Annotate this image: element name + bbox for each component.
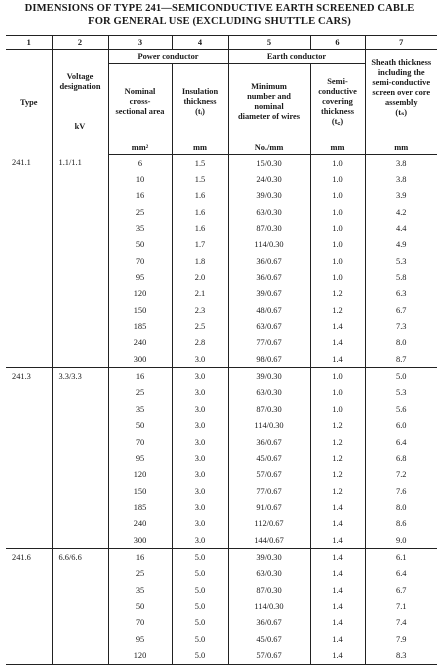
- cell-wires: 63/0.30: [228, 204, 310, 220]
- cell-insulation: 3.0: [172, 450, 228, 466]
- cell-semi: 1.0: [310, 204, 365, 220]
- cell-voltage: [52, 598, 108, 614]
- table-row: [6, 401, 437, 417]
- cell-sheath: 3.8: [365, 155, 437, 172]
- cell-voltage: [52, 220, 108, 236]
- col-number-3: 3: [108, 36, 172, 50]
- cell-voltage: [52, 286, 108, 302]
- cell-voltage: 1.1/1.1: [52, 155, 108, 172]
- cell-insulation: 5.0: [172, 566, 228, 582]
- cell-area: 300: [108, 351, 172, 368]
- cell-sheath: 8.6: [365, 516, 437, 532]
- unit-sheath: mm: [365, 140, 437, 155]
- cell-voltage: [52, 450, 108, 466]
- table-row: [6, 302, 437, 318]
- cell-insulation: 2.1: [172, 286, 228, 302]
- cell-semi: 1.4: [310, 631, 365, 647]
- cell-area: 240: [108, 516, 172, 532]
- cell-voltage: [52, 171, 108, 187]
- cell-type: [6, 385, 52, 401]
- cell-insulation: 5.0: [172, 582, 228, 598]
- cell-type: [6, 516, 52, 532]
- header-earth-conductor: Earth conductor: [228, 50, 365, 64]
- cell-sheath: 8.0: [365, 499, 437, 515]
- cell-insulation: 2.5: [172, 318, 228, 334]
- cell-insulation: 3.0: [172, 401, 228, 417]
- cell-type: [6, 467, 52, 483]
- table-row: [6, 385, 437, 401]
- table-row: [6, 566, 437, 582]
- cell-type: [6, 499, 52, 515]
- cell-area: 16: [108, 549, 172, 566]
- cell-semi: 1.4: [310, 566, 365, 582]
- cell-voltage: [52, 631, 108, 647]
- cell-semi: 1.0: [310, 368, 365, 385]
- table-row: [6, 615, 437, 631]
- cell-area: 240: [108, 335, 172, 351]
- cell-wires: 144/0.67: [228, 532, 310, 549]
- cell-sheath: 3.8: [365, 171, 437, 187]
- cell-type: [6, 237, 52, 253]
- table-row: [6, 467, 437, 483]
- cell-wires: 63/0.67: [228, 318, 310, 334]
- table-row: [6, 499, 437, 515]
- cell-type: [6, 615, 52, 631]
- col-number-6: 6: [310, 36, 365, 50]
- col-number-2: 2: [52, 36, 108, 50]
- cell-voltage: [52, 401, 108, 417]
- cell-insulation: 3.0: [172, 499, 228, 515]
- cell-voltage: [52, 237, 108, 253]
- cell-semi: 1.0: [310, 269, 365, 285]
- cell-voltage: 6.6/6.6: [52, 549, 108, 566]
- table-row: [6, 220, 437, 236]
- cell-wires: 91/0.67: [228, 499, 310, 515]
- title-line-2: FOR GENERAL USE (EXCLUDING SHUTTLE CARS): [88, 16, 351, 27]
- cell-type: [6, 483, 52, 499]
- cell-area: 50: [108, 598, 172, 614]
- cell-wires: 48/0.67: [228, 302, 310, 318]
- cell-voltage: [52, 615, 108, 631]
- cell-semi: 1.2: [310, 286, 365, 302]
- cell-area: 35: [108, 401, 172, 417]
- cell-voltage: [52, 483, 108, 499]
- cell-wires: 36/0.67: [228, 434, 310, 450]
- cell-insulation: 5.0: [172, 549, 228, 566]
- cell-sheath: 8.7: [365, 351, 437, 368]
- table-title: [0, 0, 439, 28]
- cell-semi: 1.4: [310, 499, 365, 515]
- cell-insulation: 1.6: [172, 204, 228, 220]
- cell-sheath: 5.6: [365, 401, 437, 417]
- cell-semi: 1.0: [310, 155, 365, 172]
- cell-area: 95: [108, 631, 172, 647]
- cell-sheath: 6.1: [365, 549, 437, 566]
- cell-insulation: 1.5: [172, 155, 228, 172]
- cell-voltage: [52, 253, 108, 269]
- cell-semi: 1.4: [310, 335, 365, 351]
- cell-sheath: 7.3: [365, 318, 437, 334]
- header-nominal-area: Nominal cross- sectional area: [108, 64, 172, 141]
- cell-voltage: [52, 532, 108, 549]
- cell-sheath: 6.4: [365, 566, 437, 582]
- cell-voltage: [52, 335, 108, 351]
- cell-area: 300: [108, 532, 172, 549]
- cell-type: [6, 566, 52, 582]
- cell-wires: 15/0.30: [228, 155, 310, 172]
- table-row: [6, 532, 437, 549]
- cell-semi: 1.4: [310, 647, 365, 664]
- cell-semi: 1.2: [310, 434, 365, 450]
- table-row: [6, 418, 437, 434]
- table-row: [6, 335, 437, 351]
- cell-semi: 1.0: [310, 401, 365, 417]
- table-row: [6, 631, 437, 647]
- cell-sheath: 7.4: [365, 615, 437, 631]
- cell-semi: 1.2: [310, 467, 365, 483]
- cell-type: [6, 188, 52, 204]
- cell-area: 120: [108, 467, 172, 483]
- cell-insulation: 1.8: [172, 253, 228, 269]
- cell-sheath: 6.7: [365, 302, 437, 318]
- cell-wires: 39/0.30: [228, 549, 310, 566]
- cell-semi: 1.2: [310, 450, 365, 466]
- cell-type: 241.3: [6, 368, 52, 385]
- cell-area: 70: [108, 615, 172, 631]
- cell-insulation: 5.0: [172, 598, 228, 614]
- cell-sheath: 5.3: [365, 253, 437, 269]
- header-voltage: Voltage designation kV: [52, 50, 108, 155]
- table-row: [6, 318, 437, 334]
- cell-area: 25: [108, 566, 172, 582]
- table-row: [6, 188, 437, 204]
- cell-area: 25: [108, 204, 172, 220]
- cell-insulation: 1.6: [172, 220, 228, 236]
- cell-area: 70: [108, 253, 172, 269]
- cell-insulation: 3.0: [172, 368, 228, 385]
- cell-wires: 24/0.30: [228, 171, 310, 187]
- cell-sheath: 6.8: [365, 450, 437, 466]
- cell-sheath: 4.9: [365, 237, 437, 253]
- cell-type: [6, 253, 52, 269]
- cell-insulation: 1.6: [172, 188, 228, 204]
- table-row: [6, 549, 437, 566]
- cell-area: 70: [108, 434, 172, 450]
- table-row: [6, 598, 437, 614]
- cell-voltage: [52, 351, 108, 368]
- cell-semi: 1.4: [310, 582, 365, 598]
- cell-sheath: 8.3: [365, 647, 437, 664]
- cell-wires: 57/0.67: [228, 467, 310, 483]
- cell-sheath: 4.4: [365, 220, 437, 236]
- cell-area: 25: [108, 385, 172, 401]
- cell-semi: 1.2: [310, 483, 365, 499]
- table-row: [6, 450, 437, 466]
- table-row: [6, 171, 437, 187]
- table-row: [6, 516, 437, 532]
- cell-type: [6, 335, 52, 351]
- cell-sheath: 8.0: [365, 335, 437, 351]
- table-row: [6, 204, 437, 220]
- cell-voltage: [52, 302, 108, 318]
- cell-area: 50: [108, 237, 172, 253]
- cell-wires: 39/0.67: [228, 286, 310, 302]
- cell-wires: 63/0.30: [228, 566, 310, 582]
- table-row: [6, 253, 437, 269]
- cell-voltage: 3.3/3.3: [52, 368, 108, 385]
- cell-insulation: 2.0: [172, 269, 228, 285]
- cell-area: 150: [108, 302, 172, 318]
- cell-insulation: 5.0: [172, 647, 228, 664]
- cell-insulation: 3.0: [172, 483, 228, 499]
- cell-sheath: 3.9: [365, 188, 437, 204]
- cell-sheath: 9.0: [365, 532, 437, 549]
- col-number-7: 7: [365, 36, 437, 50]
- cell-semi: 1.2: [310, 302, 365, 318]
- cell-area: 120: [108, 647, 172, 664]
- cell-insulation: 3.0: [172, 385, 228, 401]
- cell-area: 185: [108, 318, 172, 334]
- cell-voltage: [52, 434, 108, 450]
- cell-area: 6: [108, 155, 172, 172]
- cell-wires: 77/0.67: [228, 483, 310, 499]
- cell-sheath: 6.3: [365, 286, 437, 302]
- cell-wires: 45/0.67: [228, 631, 310, 647]
- cell-area: 16: [108, 368, 172, 385]
- cell-area: 95: [108, 450, 172, 466]
- cell-type: [6, 598, 52, 614]
- unit-semi: mm: [310, 140, 365, 155]
- col-number-4: 4: [172, 36, 228, 50]
- cell-wires: 114/0.30: [228, 598, 310, 614]
- cell-sheath: 4.2: [365, 204, 437, 220]
- cell-type: [6, 401, 52, 417]
- cell-wires: 57/0.67: [228, 647, 310, 664]
- cell-wires: 98/0.67: [228, 351, 310, 368]
- unit-insulation: mm: [172, 140, 228, 155]
- cell-voltage: [52, 499, 108, 515]
- group-header-row: [6, 50, 437, 64]
- header-insulation-thickness: Insulation thickness (tᵢ): [172, 64, 228, 141]
- cell-sheath: 7.9: [365, 631, 437, 647]
- cell-voltage: [52, 566, 108, 582]
- header-sheath-thickness: Sheath thickness including the semi-conductive screen over core assembly (tₛ): [365, 50, 437, 141]
- cell-wires: 112/0.67: [228, 516, 310, 532]
- cell-insulation: 2.3: [172, 302, 228, 318]
- cell-wires: 87/0.30: [228, 220, 310, 236]
- cell-insulation: 3.0: [172, 467, 228, 483]
- column-number-row: [6, 36, 437, 50]
- cell-insulation: 3.0: [172, 516, 228, 532]
- cell-type: [6, 318, 52, 334]
- cell-insulation: 5.0: [172, 615, 228, 631]
- cell-voltage: [52, 318, 108, 334]
- cell-type: [6, 532, 52, 549]
- cell-sheath: 5.8: [365, 269, 437, 285]
- cell-semi: 1.4: [310, 318, 365, 334]
- cell-semi: 1.4: [310, 615, 365, 631]
- cell-semi: 1.0: [310, 171, 365, 187]
- cell-sheath: 5.0: [365, 368, 437, 385]
- cell-voltage: [52, 385, 108, 401]
- cell-area: 50: [108, 418, 172, 434]
- cell-type: 241.1: [12, 158, 31, 168]
- cell-wires: 114/0.30: [228, 418, 310, 434]
- unit-wires: No./mm: [228, 140, 310, 155]
- cell-wires: 63/0.30: [228, 385, 310, 401]
- cell-insulation: 3.0: [172, 434, 228, 450]
- cell-voltage: [52, 188, 108, 204]
- cell-semi: 1.0: [310, 253, 365, 269]
- cell-type: [6, 269, 52, 285]
- cell-insulation: 1.5: [172, 171, 228, 187]
- cell-insulation: 1.7: [172, 237, 228, 253]
- cell-wires: 87/0.30: [228, 401, 310, 417]
- header-power-conductor: Power conductor: [108, 50, 228, 64]
- unit-area: mm²: [108, 140, 172, 155]
- cell-wires: 45/0.67: [228, 450, 310, 466]
- cell-wires: 39/0.30: [228, 188, 310, 204]
- cell-area: 35: [108, 220, 172, 236]
- cell-semi: 1.0: [310, 385, 365, 401]
- cell-semi: 1.4: [310, 351, 365, 368]
- cell-insulation: 3.0: [172, 532, 228, 549]
- cell-area: 35: [108, 582, 172, 598]
- table-row: [6, 269, 437, 285]
- header-semiconductive-covering: Semi- conductive covering thickness (t꜀): [310, 64, 365, 141]
- cell-type: [6, 286, 52, 302]
- cell-area: 16: [108, 188, 172, 204]
- cell-area: 95: [108, 269, 172, 285]
- cell-wires: 39/0.30: [228, 368, 310, 385]
- cell-insulation: 2.8: [172, 335, 228, 351]
- table-row: [6, 155, 437, 172]
- cell-insulation: 5.0: [172, 631, 228, 647]
- cell-area: 10: [108, 171, 172, 187]
- cell-area: 120: [108, 286, 172, 302]
- table-row: [6, 351, 437, 368]
- cell-wires: 36/0.67: [228, 253, 310, 269]
- cell-semi: 1.4: [310, 598, 365, 614]
- cell-type: [6, 582, 52, 598]
- cell-semi: 1.4: [310, 549, 365, 566]
- cell-voltage: [52, 204, 108, 220]
- unit-voltage: kV: [74, 122, 86, 132]
- table-row: [6, 434, 437, 450]
- cell-voltage: [52, 269, 108, 285]
- cell-type: [6, 418, 52, 434]
- cell-semi: 1.2: [310, 418, 365, 434]
- cell-voltage: [52, 582, 108, 598]
- cell-semi: 1.4: [310, 532, 365, 549]
- cell-wires: 77/0.67: [228, 335, 310, 351]
- cell-sheath: 7.6: [365, 483, 437, 499]
- cell-type: [6, 220, 52, 236]
- cell-semi: 1.4: [310, 516, 365, 532]
- table-row: [6, 237, 437, 253]
- cell-sheath: 5.3: [365, 385, 437, 401]
- cell-semi: 1.0: [310, 237, 365, 253]
- cell-voltage: [52, 418, 108, 434]
- header-type: Type: [19, 97, 38, 107]
- cell-type: [6, 302, 52, 318]
- cell-semi: 1.0: [310, 220, 365, 236]
- cell-type: [6, 450, 52, 466]
- cell-type: [6, 631, 52, 647]
- cell-wires: 87/0.30: [228, 582, 310, 598]
- cell-insulation: 3.0: [172, 418, 228, 434]
- cell-wires: 36/0.67: [228, 615, 310, 631]
- cell-type: [6, 171, 52, 187]
- cell-area: 185: [108, 499, 172, 515]
- col-number-1: 1: [6, 36, 52, 50]
- cell-sheath: 6.7: [365, 582, 437, 598]
- table-row: [6, 368, 437, 385]
- cell-type: 241.6: [6, 549, 52, 566]
- col-number-5: 5: [228, 36, 310, 50]
- cell-type: [6, 434, 52, 450]
- cell-wires: 114/0.30: [228, 237, 310, 253]
- cell-sheath: 7.2: [365, 467, 437, 483]
- cell-sheath: 6.0: [365, 418, 437, 434]
- table-row: [6, 286, 437, 302]
- table-row: [6, 483, 437, 499]
- dimensions-table: [6, 35, 437, 665]
- header-wire-count-diameter: Minimum number and nominal diameter of wires: [228, 64, 310, 141]
- cell-type: [6, 351, 52, 368]
- title-line-1: DIMENSIONS OF TYPE 241—SEMICONDUCTIVE EARTH SCREENED CABLE: [24, 3, 415, 14]
- cell-area: 150: [108, 483, 172, 499]
- cell-sheath: 6.4: [365, 434, 437, 450]
- cell-semi: 1.0: [310, 188, 365, 204]
- table-row: [6, 582, 437, 598]
- cell-wires: 36/0.67: [228, 269, 310, 285]
- cell-type: [6, 204, 52, 220]
- cell-sheath: 7.1: [365, 598, 437, 614]
- cell-voltage: [52, 467, 108, 483]
- cell-voltage: [52, 516, 108, 532]
- cell-insulation: 3.0: [172, 351, 228, 368]
